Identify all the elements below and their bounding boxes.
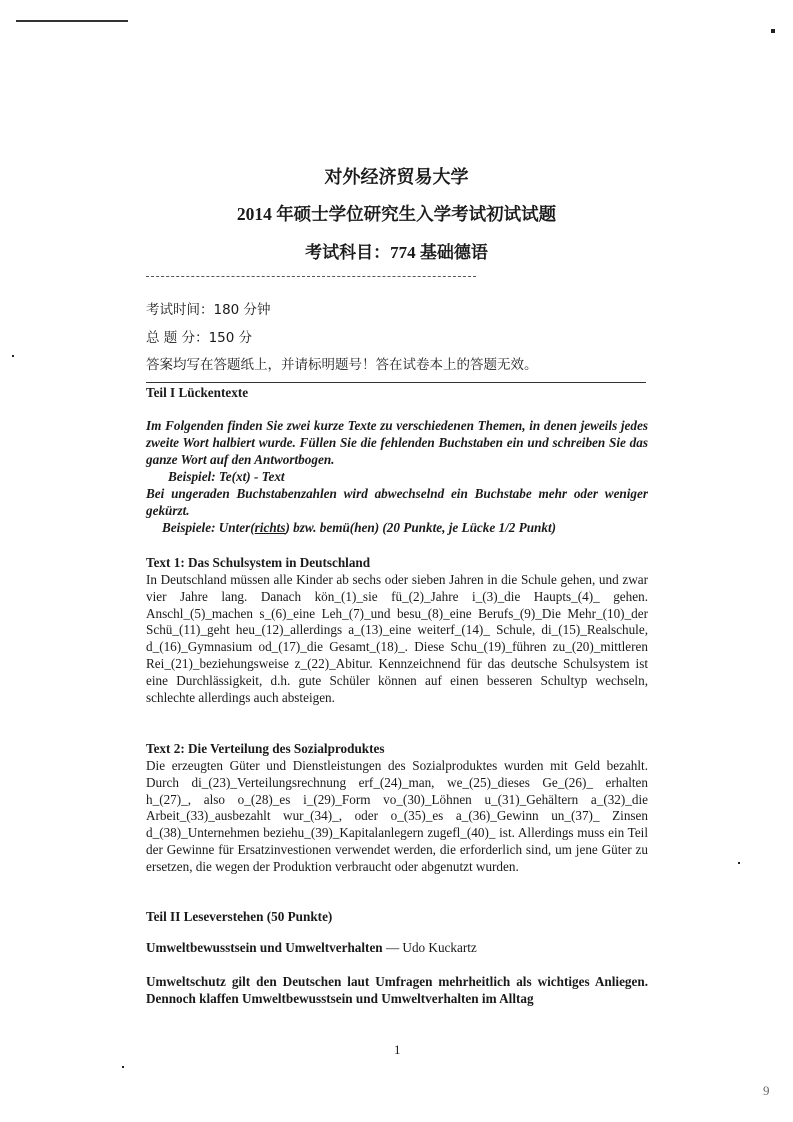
article-title: Umweltbewusstsein und Umweltverhalten <box>146 940 383 955</box>
exam-title: 2014 年硕士学位研究生入学考试初试试题 <box>236 204 557 224</box>
dashed-divider <box>146 276 476 277</box>
university-title: 对外经济贸易大学 <box>324 167 469 187</box>
teil1-example: Beispiel: Te(xt) - Text <box>168 469 285 484</box>
exam-time: 考试时间：180 分钟 <box>146 302 271 318</box>
corner-number: 9 <box>763 1083 770 1098</box>
text2-body: Die erzeugten Güter und Dienstleistungen des Sozialproduktes wurden mit Geld bezahlt. Durch di_(23)_Verteilungsrechnung erf_(24)_man, we_(25)_dieses Ge_(26)_ erhalten h_(27)_, also o_(28)_es i_(29)_Form vo_(30)_Löhnen u_(31)_Gehältern a_(32)_die Arbeit_(33)_ausbezahlt wur_(34)_, oder o_(35)_es a_(36)_Gewinn un_(37)_ Zinsen d_(38)_Unternehmen beziehu_(39)_Kapitalanlegern zugefl_(40)_ ist. Allerdings muss ein Teil der Gewinne für Ersatzinvestionen verwendet werden, die erforderlich sind, um jene Güter zu ersetzen, die wegen der Produktion verbraucht oder abgenutzt wurden. <box>146 758 648 874</box>
teil1-examples <box>146 520 648 537</box>
text1-title: Text 1: Das Schulsystem in Deutschland <box>146 555 371 570</box>
example-underlined: richts <box>254 520 286 535</box>
example-suffix: ) bzw. bemü(hen) (20 Punkte, je Lücke 1/2 Punkt) <box>285 520 557 535</box>
page-number: 1 <box>394 1042 401 1057</box>
text1-body: In Deutschland müssen alle Kinder ab sechs oder sieben Jahren in die Schule gehen, und zwar vier Jahre lang. Danach kön_(1)_sie fü_(2)_Jahre i_(3)_die Haupts_(4)_ gehen. Anschl_(5)_machen s_(6)_eine Leh_(7)_und besu_(8)_eine Berufs_(9)_Die Mehr_(10)_der Schü_(11)_geht heu_(12)_allerdings a_(13)_eine weiterf_(14)_ Schule, di_(15)_Realschule, d_(16)_Gymnasium od_(17)_die Gesamt_(18)_. Diese Schu_(19)_führen zu_(20)_mittleren Rei_(21)_beziehungsweise z_(22)_Abitur. Kennzeichnend für das deutsche Schulsystem ist eine Durchlässigkeit, d.h. gute Schüler können auf einen besseren Schultyp wechseln, schlechte allerdings auch absteigen. <box>146 572 648 705</box>
answer-notice: 答案均写在答题纸上，并请标明题号！答在试卷本上的答题无效。 <box>146 357 538 373</box>
scan-artifact-dot <box>122 1066 124 1068</box>
example-prefix: Beispiele: Unter( <box>162 520 255 535</box>
scan-artifact-dot <box>771 29 775 33</box>
teil1-heading: Teil I Lückentexte <box>146 385 249 400</box>
text2-title: Text 2: Die Verteilung des Sozialproduktes <box>146 741 385 756</box>
total-score: 总 题 分：150 分 <box>146 330 253 346</box>
scan-artifact-dot <box>738 862 740 864</box>
article-body: Umweltschutz gilt den Deutschen laut Umfragen mehrheitlich als wichtiges Anliegen. Dennoch klaffen Umweltbewusstsein und Umweltverhalten im Alltag <box>146 974 648 1006</box>
article-author: — Udo Kuckartz <box>382 940 477 955</box>
article-heading <box>146 940 648 957</box>
section-rule <box>146 382 646 383</box>
teil1-rule-note: Bei ungeraden Buchstabenzahlen wird abwechselnd ein Buchstabe mehr oder weniger gekürzt. <box>146 486 648 518</box>
scan-artifact-dot <box>12 355 14 357</box>
teil1-instruction: Im Folgenden finden Sie zwei kurze Texte zu verschiedenen Themen, in denen jeweils jedes zweite Wort halbiert wurde. Füllen Sie die fehlenden Buchstaben ein und schreiben Sie das ganze Wort auf den Antwortbogen. <box>146 418 648 467</box>
exam-subject: 考试科目：774 基础德语 <box>305 243 488 262</box>
teil2-heading: Teil II Leseverstehen (50 Punkte) <box>146 909 333 924</box>
scan-artifact-line <box>16 20 128 22</box>
